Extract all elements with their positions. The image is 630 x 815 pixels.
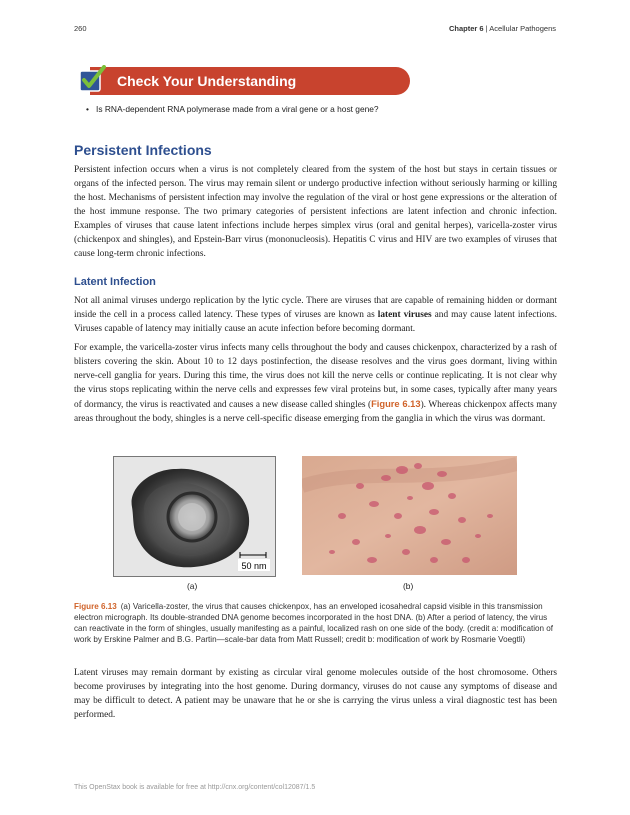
p1-text-end: and may cause latent infections. Viruses capable of latency may initially cause an acute infection before becoming dormant. (74, 310, 557, 334)
page-footer: This OpenStax book is available for free at http://cnx.org/content/col12087/1.5 (74, 784, 316, 791)
p2-text-start: For example, the varicella-zoster virus infects many cells throughout the body and causes chickenpox, characterized by a rash of blisters covering the skin. About 10 to 12 days postinfection, the disease resolves and the virus goes dormant, living within nerve-cell ganglia for years. During this time, the virus does not kill the nerve cells or continue replicating. It is not clear why the virus stops replicating within the nerve cells and expresses few viral proteins but, in some cases, typically after many years of dormancy, the virus is reactivated and causes a new disease called shingles ( (74, 343, 557, 410)
checkbox-icon (78, 65, 106, 93)
section-paragraph: Persistent infection occurs when a virus is not completely cleared from the system of the host but stays in certain tissues or organs of the infected person. The virus may remain silent or undergo productive infection without seriously harming or killing the host. Mechanisms of persistent infection may involve the regulation of the viral or host gene expressions or the alteration of the host immune response. The two primary categories of persistent infections are latent infection and chronic infection. Examples of viruses that cause latent infections include herpes simplex virus (oral and genital herpes), varicella-zoster virus (chickenpox and shingles), and Epstein-Barr virus (mononucleosis). Hepatitis C virus and HIV are two examples of viruses that cause long-term chronic infections. (74, 165, 557, 259)
latent-paragraph-3: Latent viruses may remain dormant by existing as circular viral genome molecules outside of the host chromosome. Others become proviruses by integrating into the host genome. During dormancy, viruses do not cause any symptoms of disease and may be difficult to detect. A patient may be unaware that he or she is carrying the virus unless a viral diagnostic test has been performed. (74, 668, 557, 720)
p1-text-start: Not all animal viruses undergo replication by the lytic cycle. There are viruses that are capable of remaining hidden or dormant inside the cell in a process called latency. These types of viruses are known as (74, 296, 557, 320)
banner-title: Check Your Understanding (117, 73, 297, 89)
micrograph-graphic (114, 457, 275, 576)
figure-caption (74, 601, 556, 645)
rash-graphic (302, 456, 517, 575)
page-number: 260 (74, 24, 87, 33)
chapter-label: Chapter 6 (448, 24, 484, 33)
p2-text-end: ). Whereas chickenpox affects many areas throughout the body, shingles is a nerve cell-specific disease emerging from the ganglia in which the virus was dormant. (74, 400, 558, 424)
caption-label: Figure 6.13 (74, 602, 117, 611)
caption-text: (a) Varicella-zoster, the virus that causes chickenpox, has an enveloped icosahedral capsid visible in this transmission electron micrograph. Its double-stranded DNA genome becomes incorporated in the host DNA. (b) After a period of latency, the virus can reactivate in the form of shingles, usually manifesting as a painful, localized rash on one side of the body. (credit a: modification of work by Erskine Palmer and B.G. Partin—scale-bar data from Matt Russell; credit b: modification of work by Rosmarie Voegtli) (74, 602, 553, 644)
chapter-title: Acellular Pathogens (489, 24, 556, 33)
question-item: • Is RNA-dependent RNA polymerase made from a viral gene or a host gene? (96, 104, 379, 114)
figure-label-b: (b) (403, 581, 414, 591)
banner-bar (90, 67, 410, 95)
figure-image-micrograph (113, 456, 276, 577)
subsection-title: Latent Infection (74, 276, 156, 288)
page-header (74, 24, 556, 38)
figure-reference-link[interactable]: Figure 6.13 (371, 399, 421, 409)
chapter-heading: Chapter 6 | Acellular Pathogens (448, 24, 556, 33)
check-understanding-banner (76, 64, 410, 97)
latent-paragraph-2 (74, 341, 557, 426)
figure-image-rash (302, 456, 517, 575)
section-title: Persistent Infections (74, 142, 212, 158)
latent-paragraph-1 (74, 294, 557, 336)
scale-bar-label: 50 nm (241, 561, 267, 571)
p1-bold-term: latent viruses (377, 310, 432, 320)
figure-label-a: (a) (187, 581, 198, 591)
